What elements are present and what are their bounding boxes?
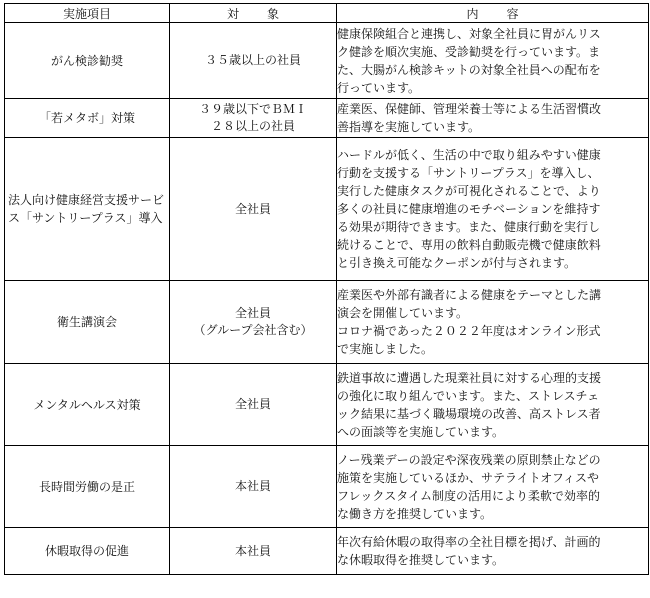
row-content [337, 528, 649, 575]
row-content-line: な働き方を推奨しています。 [337, 506, 493, 521]
row-target-line: 本社員 [234, 479, 271, 493]
table-header-row [5, 4, 649, 23]
row-target-line: （グループ会社含む） [193, 323, 313, 337]
row-item: 休暇取得の促進 [5, 528, 170, 575]
row-item: がん検診勧奨 [5, 23, 170, 99]
row-target [170, 446, 337, 528]
row-target [170, 23, 337, 99]
row-target-line: 本社員 [234, 543, 271, 558]
row-target-line: 全社員 [234, 306, 271, 320]
row-content-line: への面談等を実施しています。 [337, 424, 505, 439]
row-content-line: 行動を支援する「サントリープラス」を導入し、 [337, 166, 600, 180]
row-item: 「若メタボ」対策 [5, 99, 170, 138]
row-content-line: ク健診を順次実施、受診勧奨を行っています。ま [337, 44, 601, 59]
row-content-line: 実行した健康タスクが可視化されることで、より [337, 184, 601, 198]
row-content-line: ハードルが低く、生活の中で取り組みやすい健康 [337, 148, 601, 162]
row-content-line: 鉄道事故に遭遇した現業社員に対する心理的支援 [337, 370, 602, 385]
row-content-line: と引き換え可能なクーポンが付与されます。 [337, 256, 577, 270]
column-header-content-label: 内容 [466, 6, 547, 21]
row-content [337, 138, 649, 281]
row-content-line: コロナ禍であった２０２２年度はオンライン形式 [337, 324, 601, 338]
row-target-line: 全社員 [234, 397, 271, 411]
row-target-line: ３９歳以下でＢＭＩ [198, 102, 307, 116]
row-content-line: 行っています。 [337, 80, 421, 95]
row-content-line: る効果が期待できます。また、健康行動を実行し [337, 220, 601, 234]
row-content-line: フレックスタイム制度の活用により柔軟で効率的 [337, 488, 601, 503]
row-item: メンタルヘルス対策 [5, 364, 170, 446]
row-content-line: 演会を開催しています。 [337, 306, 469, 320]
table-row [5, 99, 649, 138]
table-row [5, 446, 649, 528]
table-row [5, 281, 649, 364]
row-content-line: 多くの社員に健康増進のモチベーションを維持す [337, 202, 601, 216]
row-content [337, 281, 649, 364]
row-item: 法人向け健康経営支援サービス「サントリープラス」導入 [5, 138, 170, 281]
table-row [5, 528, 649, 575]
health-measures-table [4, 3, 649, 575]
row-content-line: 善指導を実施しています。 [337, 120, 481, 134]
row-content-line: 年次有給休暇の取得率の全社目標を掲げ、計画的 [337, 535, 601, 549]
row-content-line: な休暇取得を推奨しています。 [337, 553, 505, 567]
row-content-line: ノー残業デーの設定や深夜残業の原則禁止などの [337, 452, 601, 467]
row-target [170, 364, 337, 446]
row-content-line: の強化に取り組んでいます。また、ストレスチェ [337, 388, 600, 403]
row-content-line: 産業医や外部有識者による健康をテーマとした講 [337, 288, 602, 302]
column-header-content [337, 4, 649, 23]
row-content-line: た、大腸がん検診キットの対象全社員への配布を [337, 62, 601, 77]
column-header-target-label: 対象 [226, 6, 307, 21]
row-target [170, 281, 337, 364]
row-content [337, 364, 649, 446]
table-row [5, 138, 649, 281]
row-content-line: ック結果に基づく職場環境の改善、高ストレス者 [337, 406, 601, 421]
row-content-line: で実施しました。 [337, 342, 434, 356]
column-header-item: 実施項目 [5, 4, 170, 23]
row-target-line: 全社員 [234, 201, 271, 216]
row-content-line: 続けることで、専用の飲料自動販売機で健康飲料 [337, 238, 601, 252]
row-item: 長時間労働の是正 [5, 446, 170, 528]
table-row [5, 23, 649, 99]
row-content-line: 産業医、保健師、管理栄養士等による生活習慣改 [337, 102, 602, 116]
row-content [337, 99, 649, 138]
row-target [170, 99, 337, 138]
row-item: 衛生講演会 [5, 281, 170, 364]
row-target [170, 528, 337, 575]
row-target [170, 138, 337, 281]
row-target-line: ２８以上の社員 [210, 119, 295, 133]
column-header-target [170, 4, 337, 23]
row-content [337, 23, 649, 99]
row-content-line: 施策を実施しているほか、サテライトオフィスや [337, 470, 599, 485]
table-row [5, 364, 649, 446]
row-content [337, 446, 649, 528]
row-target-line: ３５歳以上の社員 [204, 53, 301, 67]
row-content-line: 健康保険組合と連携し、対象全社員に胃がんリス [337, 26, 601, 41]
